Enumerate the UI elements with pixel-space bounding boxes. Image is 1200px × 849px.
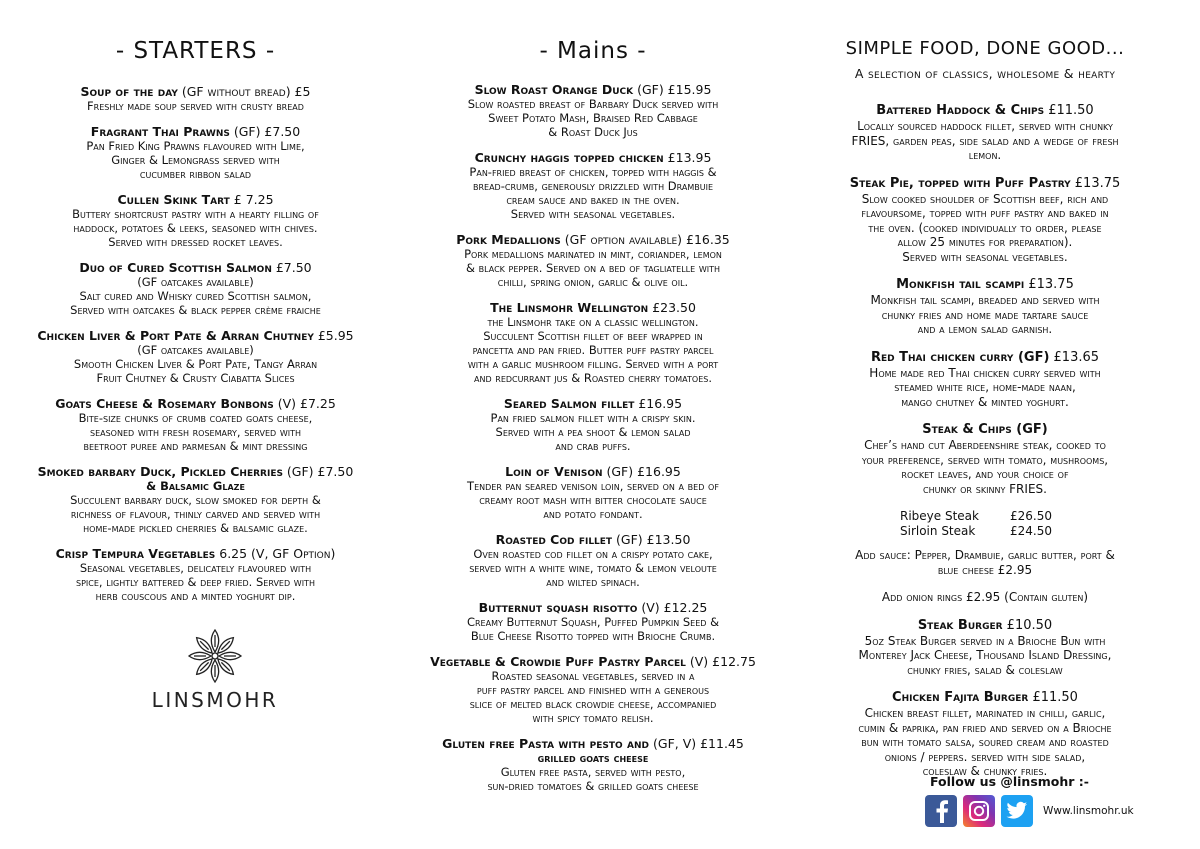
- dish-subtitle: & Balsamic Glaze: [146, 479, 245, 493]
- twitter-icon[interactable]: [1001, 795, 1033, 827]
- menu-item: [800, 690, 1170, 779]
- simple-food-column: [800, 0, 1170, 792]
- dish-title: [800, 350, 1170, 366]
- steak-cut: Sirloin Steak: [900, 523, 976, 538]
- menu-item: [412, 82, 774, 139]
- dish-price: £5.95: [313, 328, 354, 343]
- dish-title: [8, 396, 383, 411]
- mains-heading: - Mains -: [539, 38, 647, 64]
- dish-description: Pan Fried King Prawns flavoured with Lime, Ginger & Lemongrass served with cucumber ribbon salad: [86, 139, 305, 181]
- dish-title: [8, 260, 383, 275]
- dish-title: [800, 176, 1170, 192]
- dish-name: The Linsmohr Wellington: [490, 300, 649, 315]
- menu-item: [412, 464, 774, 521]
- dish-price: 6.25 (V, GF Option): [215, 546, 336, 561]
- dish-title: [8, 464, 383, 479]
- onion-rings-note: Add onion rings £2.95 (Contain gluten): [881, 590, 1089, 604]
- dish-subtitle: (GF oatcakes available): [137, 343, 254, 357]
- social-section: [925, 774, 1145, 827]
- dish-price: (GF) £16.95: [602, 464, 681, 479]
- menu-item: [8, 124, 383, 181]
- steak-price: £26.50: [1010, 509, 1052, 523]
- dish-name: Cullen Skink Tart: [117, 192, 230, 207]
- dish-title: [412, 82, 774, 97]
- dish-title: [800, 618, 1170, 634]
- menu-item: [8, 84, 383, 113]
- starters-column: [8, 0, 383, 614]
- menu-item: [412, 232, 774, 289]
- mains-list: [412, 82, 774, 793]
- menu-item: [8, 260, 383, 317]
- dish-name: Vegetable & Crowdie Puff Pastry Parcel: [430, 654, 686, 669]
- mains-column: [412, 0, 774, 804]
- dish-name: Roasted Cod fillet: [495, 532, 613, 547]
- dish-description: Chef’s hand cut Aberdeenshire steak, cooked to your preference, served with tomato, mushrooms, rocket leaves, and your choice of chunky or skinny FRIES.: [861, 438, 1109, 496]
- menu-item: [412, 736, 774, 793]
- dish-title: [412, 532, 774, 547]
- dish-price: (GF) £7.50: [229, 124, 301, 139]
- dish-name: Butternut squash risotto: [478, 600, 638, 615]
- dish-price: (GF, V) £11.45: [649, 736, 744, 751]
- social-icons-row: [925, 795, 1145, 827]
- dish-price: £10.50: [1002, 617, 1053, 633]
- facebook-icon[interactable]: [925, 795, 957, 827]
- dish-price: £ 7.25: [229, 192, 274, 207]
- menu-item: [412, 532, 774, 589]
- steak-price-list: [800, 509, 1170, 538]
- dish-title: [412, 300, 774, 315]
- dish-subtitle: grilled goats cheese: [537, 751, 649, 765]
- dish-description: Pan-fried breast of chicken, topped with haggis & bread-crumb, generously drizzled with Drambuie cream sauce and baked in the oven. Served with seasonal vegetables.: [469, 165, 717, 221]
- dish-price: (GF option available) £16.35: [560, 232, 730, 247]
- dish-description: Monkfish tail scampi, breaded and served with chunky fries and home made tartare sauce and a lemon salad garnish.: [870, 293, 1100, 336]
- menu-item-steak-chips: [800, 422, 1170, 496]
- dish-description: Slow roasted breast of Barbary Duck served with Sweet Potato Mash, Braised Red Cabbage & Roast Duck Jus: [467, 97, 719, 139]
- dish-name: Seared Salmon fillet: [503, 396, 635, 411]
- dish-title: [412, 736, 774, 751]
- dish-description: Chicken breast fillet, marinated in chilli, garlic, cumin & paprika, pan fried and served on a Brioche bun with tomato salsa, soured cream and roasted onions / peppers. served with side salad, coleslaw & chunky fries.: [858, 706, 1112, 778]
- dish-price: (V) £7.25: [273, 396, 336, 411]
- dish-title: [412, 232, 774, 247]
- menu-item: [800, 350, 1170, 410]
- menu-item: [800, 176, 1170, 265]
- dish-price: (GF) £15.95: [633, 82, 712, 97]
- dish-title: [8, 328, 383, 343]
- dish-description: Bite-size chunks of crumb coated goats cheese, seasoned with fresh rosemary, served with beetroot puree and parmesan & mint dressing: [78, 411, 313, 453]
- dish-price: £13.75: [1024, 277, 1074, 292]
- simple-list-2: [800, 618, 1170, 779]
- menu-item: [412, 654, 774, 725]
- dish-title: [800, 103, 1170, 119]
- menu-item: [800, 618, 1170, 678]
- dish-name: Crisp Tempura Vegetables: [55, 546, 216, 561]
- website-link[interactable]: Www.linsmohr.uk: [1043, 805, 1134, 817]
- dish-title: [8, 192, 383, 207]
- flower-logo-icon: [187, 628, 243, 684]
- dish-name: Crunchy haggis topped chicken: [474, 150, 664, 165]
- dish-price: (GF without bread) £5: [177, 84, 311, 99]
- dish-description: Succulent barbary duck, slow smoked for depth & richness of flavour, thinly carved and served with home-made pickled cherries & balsamic glaze.: [70, 493, 321, 535]
- menu-item: [8, 464, 383, 535]
- dish-title: [412, 396, 774, 411]
- dish-title: [800, 690, 1170, 706]
- simple-food-heading: SIMPLE FOOD, DONE GOOD...: [845, 38, 1125, 59]
- linsmohr-logo: [150, 628, 280, 712]
- steak-cut: Ribeye Steak: [900, 509, 979, 523]
- dish-name: Slow Roast Orange Duck: [474, 82, 634, 97]
- menu-item: [800, 103, 1170, 163]
- dish-name: Steak Pie, topped with Puff Pastry: [849, 175, 1071, 191]
- menu-item: [8, 192, 383, 249]
- dish-title: [8, 84, 383, 99]
- dish-price: £13.95: [663, 150, 712, 165]
- steak-price: £24.50: [1010, 523, 1052, 538]
- dish-description: Slow cooked shoulder of Scottish beef, rich and flavoursome, topped with puff pastry and baked in the oven. (cooked individually to order, please allow 25 minutes for preparation). Served with seasonal vegetables.: [861, 191, 1109, 264]
- dish-name: Fragrant Thai Prawns: [90, 124, 230, 139]
- dish-name: Chicken Liver & Port Pate & Arran Chutney: [37, 328, 314, 343]
- dish-name: Red Thai chicken curry (GF): [870, 349, 1050, 365]
- instagram-icon[interactable]: [963, 795, 995, 827]
- dish-price: £11.50: [1044, 103, 1094, 118]
- dish-price: (GF) £7.50: [282, 464, 354, 479]
- dish-description: Freshly made soup served with crusty bread: [87, 99, 304, 113]
- starters-heading: - STARTERS -: [115, 38, 276, 64]
- dish-price: £23.50: [648, 300, 696, 315]
- dish-name: Battered Haddock & Chips: [876, 103, 1045, 118]
- dish-title: [800, 277, 1170, 293]
- logo-text: LINSMOHR: [151, 688, 279, 712]
- steak-price-row: [800, 509, 1170, 524]
- dish-price: £7.50: [271, 260, 312, 275]
- menu-item: [800, 277, 1170, 337]
- dish-price: (V) £12.75: [685, 654, 756, 669]
- dish-price: £13.65: [1049, 349, 1100, 365]
- dish-title: [412, 150, 774, 165]
- follow-us-text: Follow us @linsmohr :-: [930, 774, 1089, 789]
- dish-price: £16.95: [634, 396, 683, 411]
- dish-price: (V) £12.25: [637, 600, 708, 615]
- dish-price: (GF) £13.50: [612, 532, 691, 547]
- dish-description: Smooth Chicken Liver & Port Pate, Tangy Arran Fruit Chutney & Crusty Ciabatta Slices: [73, 357, 318, 385]
- dish-description: Salt cured and Whisky cured Scottish salmon, Served with oatcakes & black pepper crème fraiche: [70, 289, 321, 317]
- dish-description: Buttery shortcrust pastry with a hearty filling of haddock, potatoes & leeks, seasoned with chives. Served with dressed rocket leaves.: [72, 207, 319, 249]
- dish-price: £13.75: [1070, 175, 1121, 191]
- dish-description: Roasted seasonal vegetables, served in a puff pastry parcel and finished with a generous slice of melted black crowdie cheese, accompanied with spicy tomato relish.: [469, 669, 717, 725]
- dish-title: [8, 546, 383, 561]
- dish-name: Gluten free Pasta with pesto and: [442, 736, 650, 751]
- dish-title: [8, 124, 383, 139]
- dish-name: Loin of Venison: [505, 464, 603, 479]
- dish-name: Monkfish tail scampi: [896, 277, 1025, 292]
- dish-description: the Linsmohr take on a classic wellington. Succulent Scottish fillet of beef wrapped in pancetta and pan fried. Butter puff pastry parcel with a garlic mushroom filling. Served with a port and redcurrant jus & Roasted cherry tomatoes.: [467, 315, 719, 385]
- dish-description: Pork medallions marinated in mint, coriander, lemon & black pepper. Served on a bed of tagliatelle with chilli, spring onion, garlic & olive oil.: [464, 247, 722, 289]
- dish-title: [412, 654, 774, 669]
- dish-title: [412, 600, 774, 615]
- dish-description: Tender pan seared venison loin, served on a bed of creamy root mash with bitter chocolate sauce and potato fondant.: [467, 479, 719, 521]
- dish-price: £11.50: [1028, 690, 1078, 705]
- dish-title: Steak & Chips (GF): [922, 422, 1048, 437]
- menu-item: [8, 546, 383, 603]
- dish-description: 5oz Steak Burger served in a Brioche Bun with Monterey Jack Cheese, Thousand Island Dressing, chunky fries, salad & coleslaw: [858, 633, 1112, 677]
- menu-item: [412, 600, 774, 643]
- sauce-note: Add sauce: Pepper, Drambuie, garlic butter, port & blue cheese £2.95: [855, 548, 1115, 577]
- dish-description: Oven roasted cod fillet on a crispy potato cake, served with a white wine, tomato & lemon veloute and wilted spinach.: [469, 547, 717, 589]
- menu-item: [412, 150, 774, 221]
- dish-description: Gluten free pasta, served with pesto, sun-dried tomatoes & grilled goats cheese: [487, 765, 699, 793]
- dish-description: Creamy Butternut Squash, Puffed Pumpkin Seed & Blue Cheese Risotto topped with Brioche Crumb.: [466, 615, 720, 643]
- menu-item: [8, 396, 383, 453]
- dish-description: Pan fried salmon fillet with a crispy skin. Served with a pea shoot & lemon salad and crab puffs.: [490, 411, 696, 453]
- dish-name: Goats Cheese & Rosemary Bonbons: [55, 396, 274, 411]
- dish-description: Home made red Thai chicken curry served with steamed white rice, home-made naan, mango chutney & minted yoghurt.: [869, 365, 1101, 409]
- dish-title: [412, 464, 774, 479]
- dish-name: Steak Burger: [917, 617, 1003, 633]
- steak-price-row: [800, 524, 1170, 539]
- menu-item: [412, 396, 774, 453]
- menu-item: [412, 300, 774, 385]
- dish-name: Pork Medallions: [456, 232, 561, 247]
- dish-name: Smoked barbary Duck, Pickled Cherries: [37, 464, 283, 479]
- dish-subtitle: (GF oatcakes available): [137, 275, 254, 289]
- menu-item: [8, 328, 383, 385]
- dish-description: Locally sourced haddock fillet, served with chunky FRIES, garden peas, side salad and a wedge of fresh lemon.: [851, 119, 1119, 162]
- dish-description: Seasonal vegetables, delicately flavoured with spice, lightly battered & deep fried. Served with herb couscous and a minted yoghurt dip.: [76, 561, 315, 603]
- dish-name: Duo of Cured Scottish Salmon: [79, 260, 272, 275]
- simple-list: [800, 103, 1170, 409]
- dish-name: Soup of the day: [80, 84, 178, 99]
- simple-food-subtitle: A selection of classics, wholesome & hearty: [854, 66, 1116, 81]
- dish-name: Chicken Fajita Burger: [892, 690, 1029, 705]
- starters-list: [8, 84, 383, 603]
